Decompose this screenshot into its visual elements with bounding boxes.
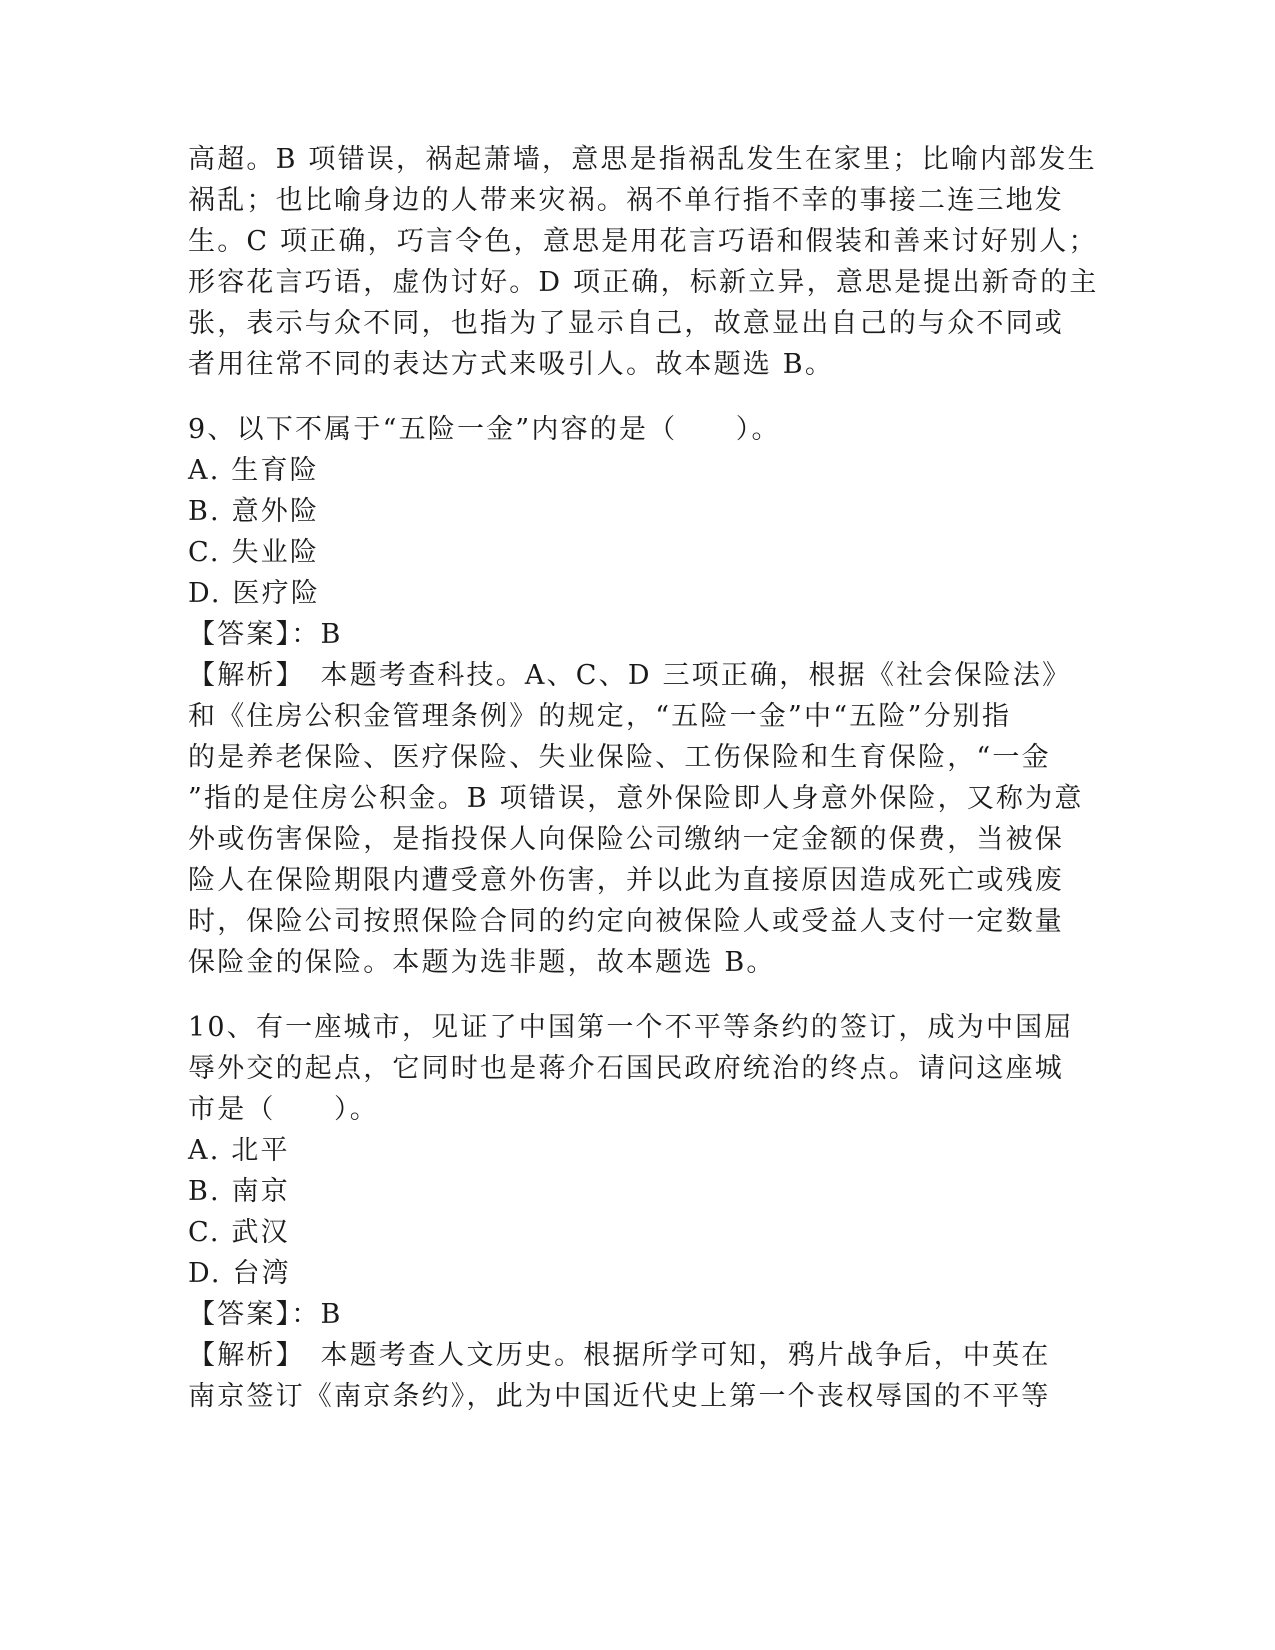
question-10-answer: 【答案】：B [188, 1299, 343, 1330]
question-9-analysis: 的是养老保险、医疗保险、失业保险、工伤保险和生育保险，“一金 [188, 742, 1051, 773]
question-10-option-d: D. 台湾 [188, 1258, 291, 1289]
question-10-analysis: 【解析】 本题考查人文历史。根据所学可知，鸦片战争后，中英在 [188, 1340, 1051, 1371]
question-9-option-c: C. 失业险 [188, 537, 320, 568]
question-10-option-a: A. 北平 [188, 1135, 290, 1166]
question-10-stem: 辱外交的起点，它同时也是蒋介石国民政府统治的终点。请问这座城 [188, 1053, 1064, 1084]
explanation-line: 生。C 项正确，巧言令色，意思是用花言巧语和假装和善来讨好别人； [188, 226, 1098, 257]
explanation-line: 祸乱；也比喻身边的人带来灾祸。祸不单行指不幸的事接二连三地发 [188, 185, 1064, 216]
question-9-option-a: A. 生育险 [188, 455, 319, 486]
question-9-analysis: 和《住房公积金管理条例》的规定，“五险一金”中“五险”分别指 [188, 701, 1012, 732]
question-9-analysis: 时，保险公司按照保险合同的约定向被保险人或受益人支付一定数量 [188, 906, 1064, 937]
question-9-option-b: B. 意外险 [188, 496, 320, 527]
question-10-stem: 市是（ ）。 [188, 1094, 379, 1125]
explanation-line: 者用往常不同的表达方式来吸引人。故本题选 B。 [188, 349, 835, 380]
explanation-line: 形容花言巧语，虚伪讨好。D 项正确，标新立异，意思是提出新奇的主 [188, 267, 1099, 298]
question-9-analysis: 保险金的保险。本题为选非题，故本题选 B。 [188, 947, 776, 978]
explanation-line: 高超。B 项错误，祸起萧墙，意思是指祸乱发生在家里；比喻内部发生 [188, 144, 1097, 175]
question-10-option-c: C. 武汉 [188, 1217, 290, 1248]
question-9-analysis: 【解析】 本题考查科技。A、C、D 三项正确，根据《社会保险法》 [188, 660, 1072, 691]
question-9-stem: 9、以下不属于“五险一金”内容的是（ ）。 [188, 414, 781, 445]
question-9-analysis: 外或伤害保险，是指投保人向保险公司缴纳一定金额的保费，当被保 [188, 824, 1064, 855]
question-9-analysis: ”指的是住房公积金。B 项错误，意外保险即人身意外保险，又称为意 [188, 783, 1084, 814]
question-10-analysis: 南京签订《南京条约》，此为中国近代史上第一个丧权辱国的不平等 [188, 1381, 1051, 1412]
question-9-option-d: D. 医疗险 [188, 578, 321, 609]
question-10-stem: 10、有一座城市，见证了中国第一个不平等条约的签订，成为中国屈 [188, 1012, 1074, 1043]
question-9-analysis: 险人在保险期限内遭受意外伤害，并以此为直接原因造成死亡或残废 [188, 865, 1064, 896]
question-9-answer: 【答案】：B [188, 619, 343, 650]
explanation-line: 张，表示与众不同，也指为了显示自己，故意显出自己的与众不同或 [188, 308, 1064, 339]
question-10-option-b: B. 南京 [188, 1176, 291, 1207]
